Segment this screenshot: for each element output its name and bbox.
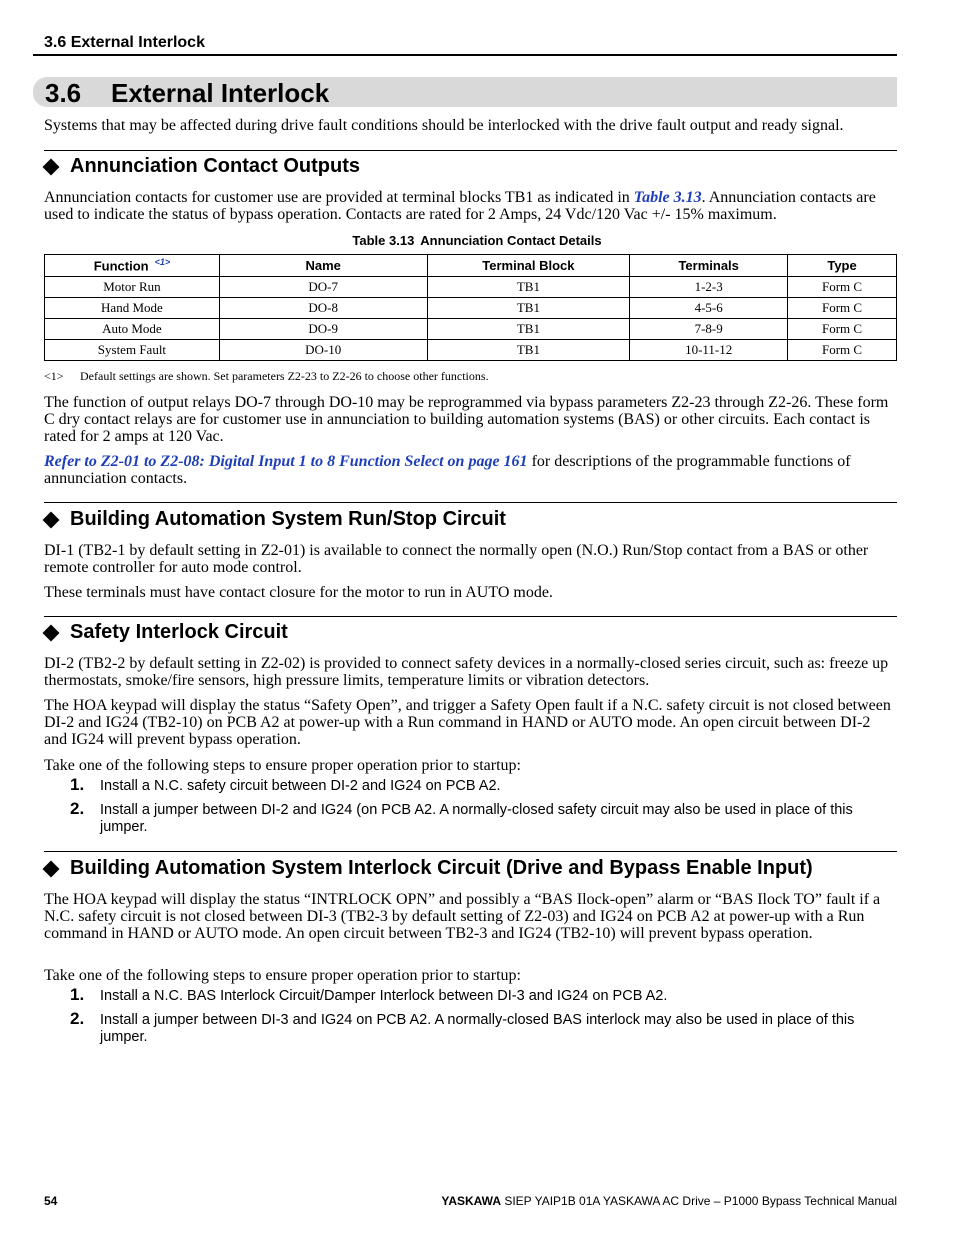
annunciation-paragraph-3 <box>44 453 897 487</box>
z2-01-cross-reference-link[interactable]: Refer to Z2-01 to Z2-08: Digital Input 1 to 8 Function Select on page 161 <box>44 453 528 470</box>
cell-terminals: 10-11-12 <box>630 340 788 361</box>
table-footnote <box>44 369 489 384</box>
cell-function: Motor Run <box>45 277 220 298</box>
cell-function: Hand Mode <box>45 298 220 319</box>
step-number: 2. <box>70 1009 85 1028</box>
cell-terminals: 4-5-6 <box>630 298 788 319</box>
diamond-bullet-icon <box>43 158 60 175</box>
cell-function: System Fault <box>45 340 220 361</box>
section-title: External Interlock <box>111 78 330 108</box>
section-number: 3.6 <box>45 78 82 108</box>
table-caption-title: Annunciation Contact Details <box>420 233 602 248</box>
table-row <box>45 340 897 361</box>
section-rule <box>44 150 897 151</box>
cell-terminal-block: TB1 <box>427 340 630 361</box>
bas-interlock-paragraph-2: Take one of the following steps to ensure proper operation prior to startup: <box>44 967 521 984</box>
heading-text: Building Automation System Interlock Circuit (Drive and Bypass Enable Input) <box>70 857 813 879</box>
heading-text: Annunciation Contact Outputs <box>70 155 360 177</box>
footnote-reference-link[interactable]: <1> <box>154 257 171 268</box>
cell-terminal-block: TB1 <box>427 277 630 298</box>
paragraph-text: for descriptions of the programmable functions of annunciation contacts. <box>44 453 851 487</box>
paragraph-text: Annunciation contacts for customer use are provided at terminal blocks TB1 as indicated in <box>44 189 634 206</box>
header-function: Function $^{<1>}$ <box>45 255 220 277</box>
table-caption <box>0 233 954 248</box>
cell-type: Form C <box>788 298 897 319</box>
cell-type: Form C <box>788 319 897 340</box>
cell-function: Auto Mode <box>45 319 220 340</box>
heading-text: Building Automation System Run/Stop Circuit <box>70 508 506 530</box>
diamond-bullet-icon <box>43 511 60 528</box>
page-number: 54 <box>44 1194 58 1208</box>
cell-name: DO-10 <box>219 340 427 361</box>
table-header-row <box>45 255 897 277</box>
diamond-bullet-icon <box>43 860 60 877</box>
section-rule <box>44 502 897 503</box>
cell-terminals: 7-8-9 <box>630 319 788 340</box>
table-3-13-link[interactable]: Table 3.13 <box>633 189 702 206</box>
header-terminal-block: Terminal Block <box>427 255 630 277</box>
heading-text: Safety Interlock Circuit <box>70 621 288 643</box>
step-text: Install a jumper between DI-3 and IG24 on PCB A2. A normally-closed BAS interlock may also be used in place of this jumper. <box>100 1012 855 1045</box>
footer-document-title <box>441 1194 897 1208</box>
cell-type: Form C <box>788 277 897 298</box>
cell-terminals: 1-2-3 <box>630 277 788 298</box>
cell-terminal-block: TB1 <box>427 319 630 340</box>
table-row <box>45 319 897 340</box>
step-text: Install a N.C. BAS Interlock Circuit/Damper Interlock between DI-3 and IG24 on PCB A2. <box>100 988 668 1004</box>
annunciation-paragraph-1 <box>44 189 897 223</box>
safety-paragraph-1: DI-2 (TB2-2 by default setting in Z2-02) is provided to connect safety devices in a normally-closed series circuit, such as: freeze up thermostats, smoke/fire sensors, high pressure limits, temperature limits or vibration detectors. <box>44 655 889 689</box>
step-text: Install a N.C. safety circuit between DI-2 and IG24 on PCB A2. <box>100 778 501 794</box>
table-row <box>45 277 897 298</box>
safety-paragraph-3: Take one of the following steps to ensure proper operation prior to startup: <box>44 757 521 774</box>
bas-interlock-paragraph-1: The HOA keypad will display the status “INTRLOCK OPN” and possibly a “BAS Ilock-open” alarm or “BAS Ilock TO” fault if a N.C. safety circuit is not closed between DI-3 (TB2-3 by default setting of Z2-03) and IG24 on PCB A2 at power-up with a Run command in HAND or AUTO mode. An open circuit between TB2-3 and IG24 (TB2-10) will prevent bypass operation. <box>44 891 881 942</box>
bas-run-stop-paragraph-2: These terminals must have contact closure for the motor to run in AUTO mode. <box>44 584 553 601</box>
cell-name: DO-7 <box>219 277 427 298</box>
heading-safety-interlock-circuit <box>42 621 288 644</box>
table-caption-number: Table 3.13 <box>352 233 415 248</box>
diamond-bullet-icon <box>43 624 60 641</box>
intro-paragraph: Systems that may be affected during drive fault conditions should be interlocked with the drive fault output and ready signal. <box>44 117 844 134</box>
cell-name: DO-9 <box>219 319 427 340</box>
paragraph-text: . Annunciation contacts are used to indicate the status of bypass operation. Contacts are rated for 2 Amps, 24 Vdc/120 Vac +/- 15% maximum. <box>44 189 876 223</box>
footnote-mark: <1> <box>44 369 64 383</box>
heading-bas-run-stop-circuit <box>42 508 506 531</box>
safety-paragraph-2: The HOA keypad will display the status “Safety Open”, and trigger a Safety Open fault if a N.C. safety circuit is not closed between DI-2 and IG24 (TB2-10) on PCB A2 at power-up with a Run command in HAND or AUTO mode. An open circuit between DI-2 and IG24 will prevent bypass operation. <box>44 697 891 748</box>
table-row <box>45 298 897 319</box>
annunciation-paragraph-2: The function of output relays DO-7 through DO-10 may be reprogrammed via bypass parameters Z2-23 through Z2-26. These form C dry contact relays are for customer use in annunciation to building automation systems (BAS) or other circuits. Each contact is rated for 2 amps at 120 Vac. <box>44 394 889 445</box>
annunciation-contact-table <box>44 254 897 361</box>
cell-type: Form C <box>788 340 897 361</box>
cell-terminal-block: TB1 <box>427 298 630 319</box>
section-title-bar <box>33 77 897 107</box>
step-number: 1. <box>70 775 85 794</box>
footer-doc-text: SIEP YAIP1B 01A YASKAWA AC Drive – P1000 Bypass Technical Manual <box>501 1194 897 1208</box>
running-head: 3.6 External Interlock <box>44 34 205 51</box>
heading-bas-interlock-circuit <box>42 857 813 880</box>
footnote-text: Default settings are shown. Set parameters Z2-23 to Z2-26 to choose other functions. <box>80 369 489 383</box>
step-number: 1. <box>70 985 85 1004</box>
bas-run-stop-paragraph-1: DI-1 (TB2-1 by default setting in Z2-01) is available to connect the normally open (N.O.) Run/Stop contact from a BAS or other remote controller for auto mode control. <box>44 542 869 576</box>
header-name: Name <box>219 255 427 277</box>
header-type: Type <box>788 255 897 277</box>
step-number: 2. <box>70 799 85 818</box>
step-text: Install a jumper between DI-2 and IG24 (on PCB A2. A normally-closed safety circuit may also be used in place of this jumper. <box>100 802 853 835</box>
header-terminals: Terminals <box>630 255 788 277</box>
cell-name: DO-8 <box>219 298 427 319</box>
section-rule <box>44 851 897 852</box>
header-rule <box>33 54 897 56</box>
footer-brand: YASKAWA <box>441 1194 501 1208</box>
heading-annunciation-contact-outputs <box>42 155 360 178</box>
section-rule <box>44 616 897 617</box>
